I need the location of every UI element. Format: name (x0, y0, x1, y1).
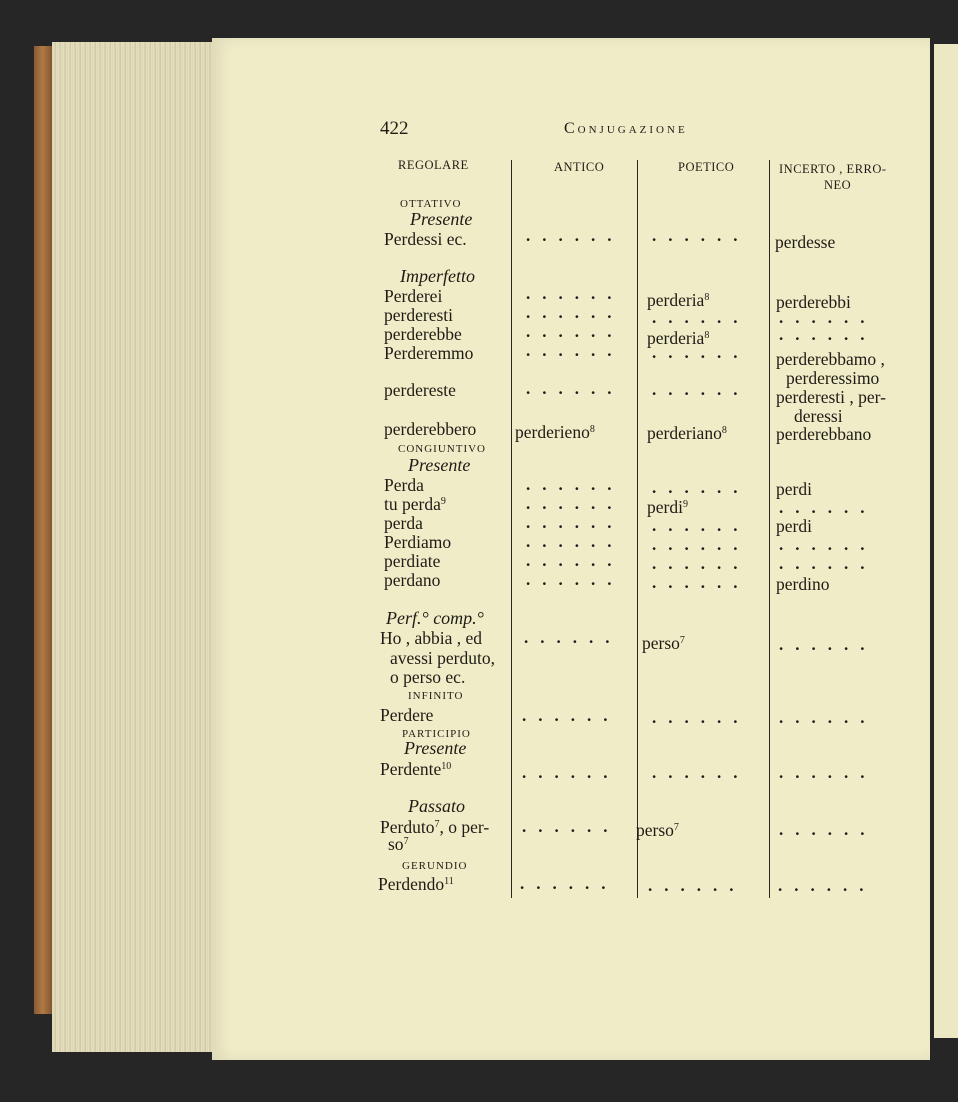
dots-antico: ...... (522, 817, 620, 836)
row-perda: Perda (384, 475, 424, 495)
dots-antico: ...... (522, 763, 620, 782)
column-header-erroneo: NEO (824, 178, 852, 192)
row-so: $so^7$ (388, 834, 409, 854)
dots-poetico: ...... (652, 343, 750, 362)
column-header-incerto: INCERTO , ERRO- (779, 162, 887, 176)
row-perderebbero: perderebbero (384, 419, 477, 439)
tense-imperfetto: Imperfetto (400, 266, 475, 286)
dots-antico: ...... (526, 284, 624, 303)
dots-antico: ...... (526, 494, 624, 513)
dots-incerto: ...... (779, 325, 877, 344)
dots-poetico: ...... (652, 535, 750, 554)
dots-poetico: ...... (652, 226, 750, 245)
dots-incerto: ...... (779, 708, 877, 727)
dots-antico: ...... (526, 379, 624, 398)
row-perderei: Perderei (384, 286, 443, 306)
dots-antico: ...... (526, 551, 624, 570)
section-participio: PARTICIPIO (402, 728, 471, 740)
running-head: Conjugazione (564, 120, 688, 137)
row-perdi-poetico: perdi$^9$ (647, 497, 688, 517)
row-perdendo: Perdendo$^{11}$ (378, 874, 454, 894)
row-perderebbe: perderebbe (384, 324, 462, 344)
column-rule-3 (769, 160, 770, 898)
column-header-poetico: POETICO (678, 160, 735, 174)
row-perderemmo: Perderemmo (384, 343, 474, 363)
dots-antico: ...... (526, 513, 624, 532)
section-infinito: INFINITO (408, 690, 464, 702)
page-edges-stack (52, 42, 228, 1052)
tense-passato: Passato (408, 796, 466, 816)
row-perso-2: perso$^7$ (636, 820, 679, 840)
dots-antico: ...... (526, 341, 624, 360)
row-perdere: Perdere (380, 705, 434, 725)
column-rule-1 (511, 160, 512, 898)
dots-incerto: ...... (779, 635, 877, 654)
dots-poetico: ...... (652, 708, 750, 727)
dots-antico: ...... (526, 475, 624, 494)
row-perso: perso$^7$ (642, 633, 685, 653)
facing-page-edge (934, 44, 958, 1038)
row-perderesti: perderesti (384, 305, 453, 325)
dots-antico: ...... (526, 570, 624, 589)
row-perdereste: perdereste (384, 380, 456, 400)
row-perdiamo: Perdiamo (384, 532, 452, 552)
dots-antico: ...... (520, 874, 618, 893)
section-congiuntivo: CONGIUNTIVO (398, 443, 486, 455)
dots-incerto: ...... (778, 876, 876, 895)
row-perderieno: perderieno$^8$ (515, 422, 595, 442)
dots-antico: ...... (526, 303, 624, 322)
row-perderebbi: perderebbi (776, 292, 851, 312)
book-page (212, 38, 930, 1060)
dots-poetico: ...... (652, 308, 750, 327)
column-rule-2 (637, 160, 638, 898)
tense-presente-2: Presente (408, 455, 471, 475)
row-perdino: perdino (776, 574, 830, 594)
dots-antico: ...... (526, 226, 624, 245)
dots-antico: ...... (524, 628, 622, 647)
row-tu-perda: tu perda$^9$ (384, 494, 446, 514)
row-perderesti-per: perderesti , per- (776, 387, 886, 407)
row-ho-abbia: Ho , abbia , ed (380, 628, 483, 648)
row-perderia: perderia$^8$ (647, 290, 710, 310)
row-perdente: Perdente$^{10}$ (380, 759, 452, 779)
column-header-regolare: REGOLARE (398, 158, 469, 172)
row-perdi: perdi (776, 479, 812, 499)
dots-incerto: ...... (779, 308, 877, 327)
row-perdiate: perdiate (384, 551, 441, 571)
row-perderebbamo: perderebbamo , (776, 349, 885, 369)
page-number: 422 (380, 118, 409, 139)
dots-incerto: ...... (779, 820, 877, 839)
row-perdesse: perdesse (775, 232, 836, 252)
tense-perfetto-composto: Perf.° comp.° (386, 608, 484, 628)
dots-incerto: ...... (779, 554, 877, 573)
dots-antico: ...... (522, 706, 620, 725)
row-perda-2: perda (384, 513, 423, 533)
row-perdessi: Perdessi ec. (384, 229, 467, 249)
column-header-antico: ANTICO (554, 160, 605, 174)
dots-poetico: ...... (652, 516, 750, 535)
dots-poetico: ...... (648, 876, 746, 895)
row-perderiano: perderiano$^8$ (647, 423, 727, 443)
row-perderebbano: perderebbano (776, 424, 872, 444)
row-o-perso: o perso ec. (390, 667, 466, 687)
row-perderia-2: perderia$^8$ (647, 328, 710, 348)
row-deressi: deressi (794, 406, 843, 426)
dots-poetico: ...... (652, 554, 750, 573)
dots-poetico: ...... (652, 573, 750, 592)
tense-presente: Presente (410, 209, 473, 229)
row-perdi-2: perdi (776, 516, 812, 536)
tense-presente-3: Presente (404, 738, 467, 758)
section-ottativo: OTTATIVO (400, 198, 462, 210)
dots-incerto: ...... (779, 498, 877, 517)
dots-incerto: ...... (779, 535, 877, 554)
dots-poetico: ...... (652, 478, 750, 497)
row-perderessimo: perderessimo (786, 368, 880, 388)
dots-antico: ...... (526, 322, 624, 341)
row-perduto: Perduto$^7$, o per- (380, 817, 490, 837)
dots-poetico: ...... (652, 380, 750, 399)
dots-poetico: ...... (652, 763, 750, 782)
row-avessi-perduto: avessi perduto, (390, 648, 495, 668)
row-perdano: perdano (384, 570, 441, 590)
dots-antico: ...... (526, 532, 624, 551)
dots-incerto: ...... (779, 763, 877, 782)
section-gerundio: GERUNDIO (402, 860, 468, 872)
